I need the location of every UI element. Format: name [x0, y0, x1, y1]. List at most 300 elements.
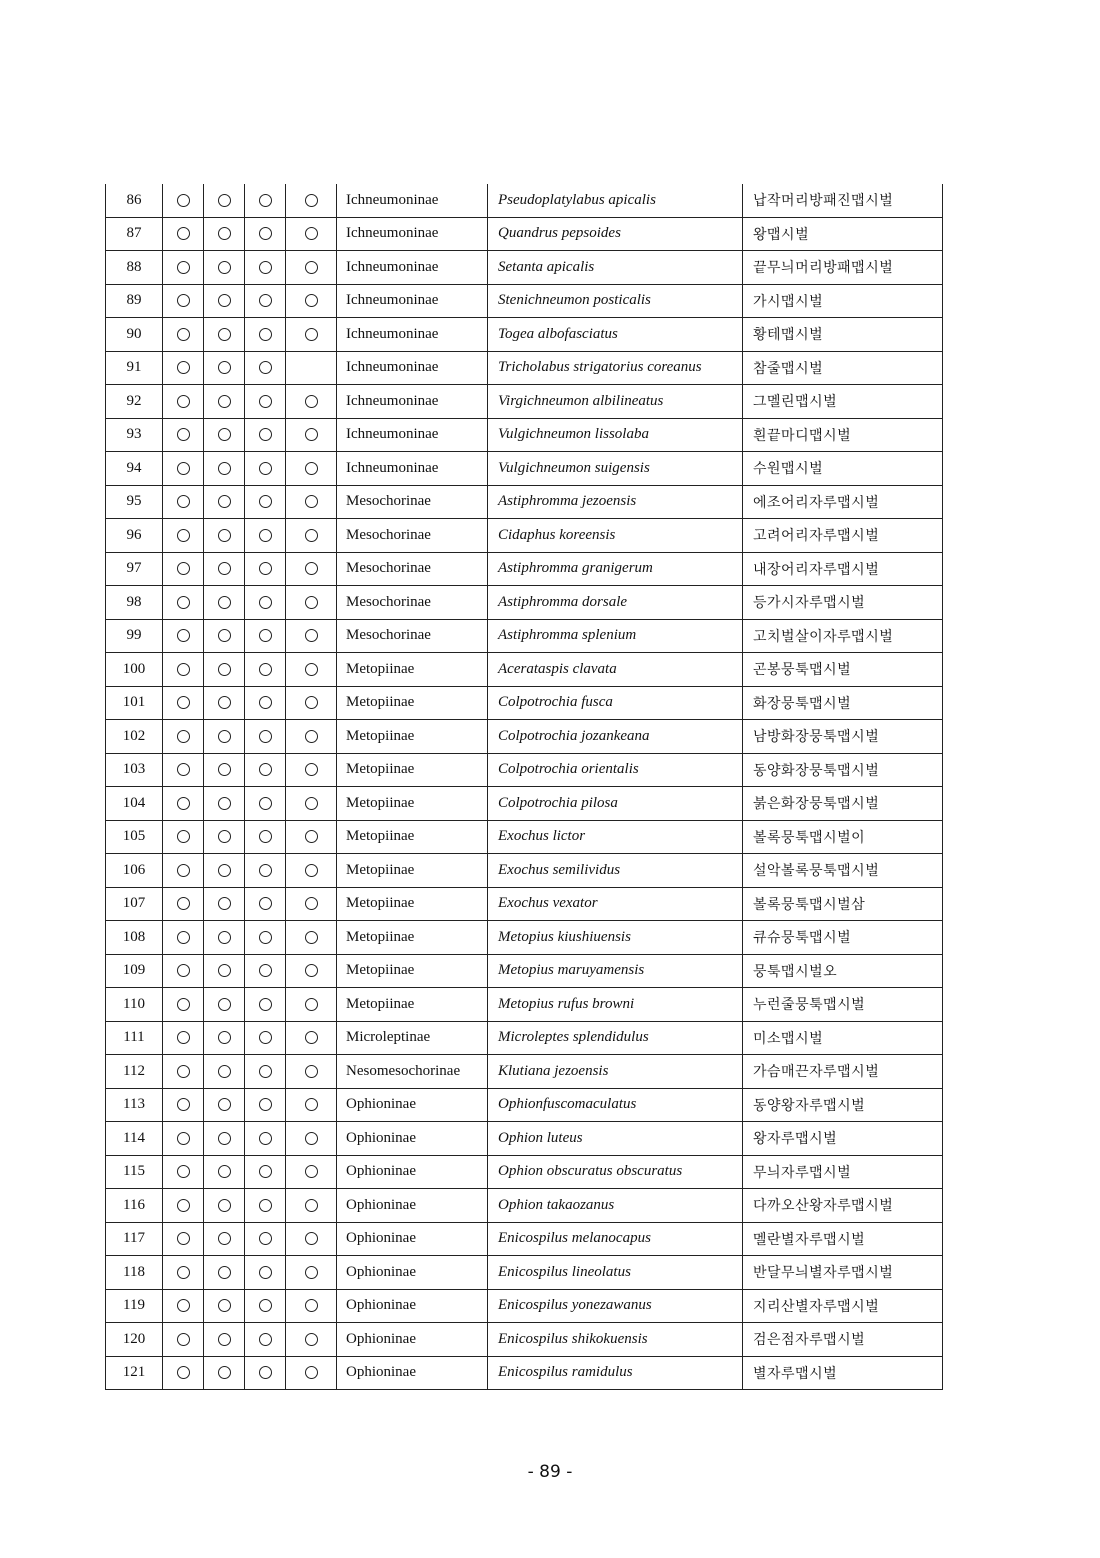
occurrence-cell-1 — [163, 519, 204, 553]
table-row — [106, 418, 943, 452]
circle-mark-icon — [305, 1065, 318, 1078]
occurrence-cell-4 — [286, 1155, 337, 1189]
occurrence-cell-3 — [245, 820, 286, 854]
occurrence-cell-2 — [204, 184, 245, 217]
occurrence-cell-1 — [163, 1256, 204, 1290]
circle-mark-icon — [218, 663, 231, 676]
circle-mark-icon — [177, 361, 190, 374]
subfamily-name: Ophioninae — [337, 1256, 488, 1290]
circle-mark-icon — [305, 1266, 318, 1279]
occurrence-cell-4 — [286, 921, 337, 955]
table-row — [106, 1356, 943, 1390]
occurrence-cell-4 — [286, 418, 337, 452]
occurrence-cell-1 — [163, 251, 204, 285]
occurrence-cell-2 — [204, 251, 245, 285]
circle-mark-icon — [305, 1165, 318, 1178]
row-number: 97 — [106, 552, 163, 586]
row-number: 95 — [106, 485, 163, 519]
circle-mark-icon — [305, 328, 318, 341]
korean-name: 별자루맵시벌 — [743, 1356, 943, 1390]
korean-name: 뭉툭맵시벌오 — [743, 954, 943, 988]
row-number: 102 — [106, 720, 163, 754]
circle-mark-icon — [177, 495, 190, 508]
circle-mark-icon — [177, 562, 190, 575]
occurrence-cell-1 — [163, 1155, 204, 1189]
circle-mark-icon — [177, 261, 190, 274]
korean-name: 지리산별자루맵시벌 — [743, 1289, 943, 1323]
subfamily-name: Metopiinae — [337, 720, 488, 754]
circle-mark-icon — [259, 328, 272, 341]
korean-name: 황테맵시벌 — [743, 318, 943, 352]
row-number: 117 — [106, 1222, 163, 1256]
row-number: 118 — [106, 1256, 163, 1290]
table-row — [106, 586, 943, 620]
scientific-name: Enicospilus lineolatus — [488, 1256, 743, 1290]
occurrence-cell-1 — [163, 485, 204, 519]
circle-mark-icon — [259, 797, 272, 810]
subfamily-name: Ophioninae — [337, 1323, 488, 1357]
occurrence-cell-4 — [286, 1222, 337, 1256]
circle-mark-icon — [218, 797, 231, 810]
occurrence-cell-3 — [245, 1088, 286, 1122]
subfamily-name: Metopiinae — [337, 854, 488, 888]
scientific-name: Ophion obscuratus obscuratus — [488, 1155, 743, 1189]
table-row — [106, 787, 943, 821]
row-number: 111 — [106, 1021, 163, 1055]
korean-name: 무늬자루맵시벌 — [743, 1155, 943, 1189]
korean-name: 동양화장뭉툭맵시벌 — [743, 753, 943, 787]
subfamily-name: Ichneumoninae — [337, 418, 488, 452]
circle-mark-icon — [305, 495, 318, 508]
occurrence-cell-3 — [245, 854, 286, 888]
korean-name: 에조어리자루맵시벌 — [743, 485, 943, 519]
subfamily-name: Mesochorinae — [337, 485, 488, 519]
korean-name: 다까오산왕자루맵시벌 — [743, 1189, 943, 1223]
page-number: - 89 - — [527, 1462, 573, 1482]
row-number: 109 — [106, 954, 163, 988]
subfamily-name: Ophioninae — [337, 1088, 488, 1122]
circle-mark-icon — [305, 730, 318, 743]
occurrence-cell-2 — [204, 418, 245, 452]
circle-mark-icon — [177, 294, 190, 307]
occurrence-cell-2 — [204, 720, 245, 754]
occurrence-cell-3 — [245, 552, 286, 586]
occurrence-cell-2 — [204, 854, 245, 888]
occurrence-cell-3 — [245, 1289, 286, 1323]
circle-mark-icon — [305, 696, 318, 709]
scientific-name: Acerataspis clavata — [488, 653, 743, 687]
occurrence-cell-3 — [245, 686, 286, 720]
occurrence-cell-1 — [163, 1021, 204, 1055]
subfamily-name: Ophioninae — [337, 1222, 488, 1256]
table-row — [106, 1021, 943, 1055]
occurrence-cell-4 — [286, 251, 337, 285]
circle-mark-icon — [259, 1366, 272, 1379]
circle-mark-icon — [218, 696, 231, 709]
table-row — [106, 887, 943, 921]
occurrence-cell-4 — [286, 988, 337, 1022]
scientific-name: Stenichneumon posticalis — [488, 284, 743, 318]
circle-mark-icon — [218, 830, 231, 843]
occurrence-cell-1 — [163, 385, 204, 419]
scientific-name: Astiphromma splenium — [488, 619, 743, 653]
table-row — [106, 619, 943, 653]
circle-mark-icon — [177, 864, 190, 877]
row-number: 92 — [106, 385, 163, 419]
occurrence-cell-2 — [204, 586, 245, 620]
occurrence-cell-1 — [163, 653, 204, 687]
circle-mark-icon — [218, 529, 231, 542]
row-number: 115 — [106, 1155, 163, 1189]
circle-mark-icon — [259, 964, 272, 977]
occurrence-cell-4 — [286, 184, 337, 217]
table-row — [106, 351, 943, 385]
occurrence-cell-1 — [163, 452, 204, 486]
occurrence-cell-1 — [163, 720, 204, 754]
korean-name: 납작머리방패진맵시벌 — [743, 184, 943, 217]
occurrence-cell-3 — [245, 787, 286, 821]
occurrence-cell-1 — [163, 753, 204, 787]
circle-mark-icon — [259, 629, 272, 642]
circle-mark-icon — [305, 629, 318, 642]
occurrence-cell-2 — [204, 1155, 245, 1189]
circle-mark-icon — [305, 1199, 318, 1212]
occurrence-cell-1 — [163, 552, 204, 586]
circle-mark-icon — [218, 1232, 231, 1245]
scientific-name: Enicospilus ramidulus — [488, 1356, 743, 1390]
occurrence-cell-1 — [163, 284, 204, 318]
circle-mark-icon — [177, 194, 190, 207]
occurrence-cell-2 — [204, 1021, 245, 1055]
scientific-name: Astiphromma granigerum — [488, 552, 743, 586]
occurrence-cell-1 — [163, 921, 204, 955]
circle-mark-icon — [218, 1199, 231, 1212]
circle-mark-icon — [259, 1165, 272, 1178]
circle-mark-icon — [177, 227, 190, 240]
table-row — [106, 1323, 943, 1357]
circle-mark-icon — [218, 964, 231, 977]
row-number: 90 — [106, 318, 163, 352]
circle-mark-icon — [259, 261, 272, 274]
row-number: 91 — [106, 351, 163, 385]
circle-mark-icon — [177, 328, 190, 341]
scientific-name: Colpotrochia jozankeana — [488, 720, 743, 754]
table-row — [106, 452, 943, 486]
scientific-name: Togea albofasciatus — [488, 318, 743, 352]
occurrence-cell-4 — [286, 887, 337, 921]
circle-mark-icon — [305, 1333, 318, 1346]
circle-mark-icon — [305, 428, 318, 441]
table-row — [106, 988, 943, 1022]
circle-mark-icon — [259, 830, 272, 843]
circle-mark-icon — [218, 1098, 231, 1111]
scientific-name: Exochus lictor — [488, 820, 743, 854]
occurrence-cell-4 — [286, 351, 337, 385]
circle-mark-icon — [177, 964, 190, 977]
occurrence-cell-3 — [245, 1256, 286, 1290]
scientific-name: Vulgichneumon lissolaba — [488, 418, 743, 452]
circle-mark-icon — [259, 730, 272, 743]
korean-name: 가슴매끈자루맵시벌 — [743, 1055, 943, 1089]
occurrence-cell-2 — [204, 318, 245, 352]
occurrence-cell-2 — [204, 1055, 245, 1089]
row-number: 89 — [106, 284, 163, 318]
occurrence-cell-3 — [245, 586, 286, 620]
subfamily-name: Metopiinae — [337, 686, 488, 720]
table-row — [106, 1189, 943, 1223]
circle-mark-icon — [259, 395, 272, 408]
table-row — [106, 385, 943, 419]
row-number: 99 — [106, 619, 163, 653]
circle-mark-icon — [305, 1031, 318, 1044]
subfamily-name: Ophioninae — [337, 1356, 488, 1390]
circle-mark-icon — [177, 1031, 190, 1044]
circle-mark-icon — [259, 562, 272, 575]
occurrence-cell-3 — [245, 988, 286, 1022]
scientific-name: Astiphromma dorsale — [488, 586, 743, 620]
occurrence-cell-3 — [245, 452, 286, 486]
korean-name: 내장어리자루맵시벌 — [743, 552, 943, 586]
circle-mark-icon — [305, 763, 318, 776]
scientific-name: Tricholabus strigatorius coreanus — [488, 351, 743, 385]
scientific-name: Ophionfuscomaculatus — [488, 1088, 743, 1122]
occurrence-cell-2 — [204, 988, 245, 1022]
korean-name: 화장뭉툭맵시벌 — [743, 686, 943, 720]
korean-name: 반달무늬별자루맵시벌 — [743, 1256, 943, 1290]
circle-mark-icon — [177, 1366, 190, 1379]
subfamily-name: Microleptinae — [337, 1021, 488, 1055]
table-row — [106, 921, 943, 955]
subfamily-name: Metopiinae — [337, 921, 488, 955]
scientific-name: Colpotrochia orientalis — [488, 753, 743, 787]
occurrence-cell-2 — [204, 1323, 245, 1357]
circle-mark-icon — [305, 931, 318, 944]
occurrence-cell-4 — [286, 1356, 337, 1390]
occurrence-cell-3 — [245, 251, 286, 285]
circle-mark-icon — [305, 1132, 318, 1145]
korean-name: 동양왕자루맵시벌 — [743, 1088, 943, 1122]
table-row — [106, 1256, 943, 1290]
occurrence-cell-3 — [245, 1323, 286, 1357]
korean-name: 가시맵시벌 — [743, 284, 943, 318]
subfamily-name: Metopiinae — [337, 820, 488, 854]
row-number: 93 — [106, 418, 163, 452]
scientific-name: Colpotrochia fusca — [488, 686, 743, 720]
row-number: 105 — [106, 820, 163, 854]
row-number: 107 — [106, 887, 163, 921]
circle-mark-icon — [218, 227, 231, 240]
row-number: 121 — [106, 1356, 163, 1390]
row-number: 103 — [106, 753, 163, 787]
circle-mark-icon — [259, 1065, 272, 1078]
scientific-name: Ophion takaozanus — [488, 1189, 743, 1223]
circle-mark-icon — [305, 864, 318, 877]
occurrence-cell-3 — [245, 653, 286, 687]
table-row — [106, 720, 943, 754]
circle-mark-icon — [177, 797, 190, 810]
circle-mark-icon — [305, 998, 318, 1011]
circle-mark-icon — [177, 830, 190, 843]
korean-name: 끝무늬머리방패맵시벌 — [743, 251, 943, 285]
occurrence-cell-1 — [163, 820, 204, 854]
occurrence-cell-1 — [163, 887, 204, 921]
circle-mark-icon — [259, 1232, 272, 1245]
subfamily-name: Ophioninae — [337, 1122, 488, 1156]
circle-mark-icon — [177, 529, 190, 542]
subfamily-name: Ichneumoninae — [337, 452, 488, 486]
row-number: 96 — [106, 519, 163, 553]
circle-mark-icon — [259, 663, 272, 676]
table-row — [106, 485, 943, 519]
row-number: 113 — [106, 1088, 163, 1122]
subfamily-name: Mesochorinae — [337, 519, 488, 553]
circle-mark-icon — [259, 462, 272, 475]
circle-mark-icon — [218, 864, 231, 877]
circle-mark-icon — [305, 227, 318, 240]
table-row — [106, 1088, 943, 1122]
subfamily-name: Metopiinae — [337, 887, 488, 921]
occurrence-cell-4 — [286, 485, 337, 519]
occurrence-cell-2 — [204, 1356, 245, 1390]
subfamily-name: Mesochorinae — [337, 586, 488, 620]
occurrence-cell-3 — [245, 1122, 286, 1156]
korean-name: 누런줄뭉툭맵시벌 — [743, 988, 943, 1022]
table-row — [106, 820, 943, 854]
subfamily-name: Metopiinae — [337, 753, 488, 787]
occurrence-cell-1 — [163, 184, 204, 217]
scientific-name: Enicospilus melanocapus — [488, 1222, 743, 1256]
row-number: 116 — [106, 1189, 163, 1223]
circle-mark-icon — [177, 730, 190, 743]
occurrence-cell-4 — [286, 1289, 337, 1323]
occurrence-cell-1 — [163, 787, 204, 821]
occurrence-cell-3 — [245, 184, 286, 217]
circle-mark-icon — [218, 462, 231, 475]
occurrence-cell-4 — [286, 284, 337, 318]
occurrence-cell-1 — [163, 351, 204, 385]
circle-mark-icon — [218, 1333, 231, 1346]
circle-mark-icon — [305, 830, 318, 843]
occurrence-cell-4 — [286, 1122, 337, 1156]
occurrence-cell-3 — [245, 385, 286, 419]
occurrence-cell-1 — [163, 1055, 204, 1089]
scientific-name: Klutiana jezoensis — [488, 1055, 743, 1089]
table-row — [106, 318, 943, 352]
subfamily-name: Ophioninae — [337, 1289, 488, 1323]
circle-mark-icon — [305, 529, 318, 542]
occurrence-cell-1 — [163, 954, 204, 988]
occurrence-cell-2 — [204, 452, 245, 486]
table-row — [106, 753, 943, 787]
circle-mark-icon — [218, 1031, 231, 1044]
circle-mark-icon — [177, 596, 190, 609]
occurrence-cell-4 — [286, 586, 337, 620]
occurrence-cell-2 — [204, 1289, 245, 1323]
occurrence-cell-3 — [245, 619, 286, 653]
occurrence-cell-2 — [204, 351, 245, 385]
circle-mark-icon — [177, 931, 190, 944]
occurrence-cell-4 — [286, 686, 337, 720]
circle-mark-icon — [218, 897, 231, 910]
table-row — [106, 686, 943, 720]
circle-mark-icon — [259, 864, 272, 877]
occurrence-cell-4 — [286, 720, 337, 754]
occurrence-cell-4 — [286, 753, 337, 787]
table-row — [106, 1155, 943, 1189]
occurrence-cell-3 — [245, 887, 286, 921]
circle-mark-icon — [259, 763, 272, 776]
subfamily-name: Ichneumoninae — [337, 217, 488, 251]
occurrence-cell-4 — [286, 653, 337, 687]
occurrence-cell-3 — [245, 720, 286, 754]
occurrence-cell-3 — [245, 954, 286, 988]
korean-name: 고치벌살이자루맵시벌 — [743, 619, 943, 653]
occurrence-cell-4 — [286, 1323, 337, 1357]
scientific-name: Setanta apicalis — [488, 251, 743, 285]
row-number: 87 — [106, 217, 163, 251]
occurrence-cell-4 — [286, 318, 337, 352]
korean-name: 설악볼록뭉툭맵시벌 — [743, 854, 943, 888]
circle-mark-icon — [259, 596, 272, 609]
korean-name: 큐슈뭉툭맵시벌 — [743, 921, 943, 955]
table-body — [106, 184, 943, 1390]
occurrence-cell-1 — [163, 1289, 204, 1323]
occurrence-cell-2 — [204, 887, 245, 921]
circle-mark-icon — [305, 261, 318, 274]
circle-mark-icon — [259, 495, 272, 508]
row-number: 120 — [106, 1323, 163, 1357]
circle-mark-icon — [218, 395, 231, 408]
occurrence-cell-4 — [286, 854, 337, 888]
scientific-name: Pseudoplatylabus apicalis — [488, 184, 743, 217]
table-row — [106, 1055, 943, 1089]
circle-mark-icon — [259, 294, 272, 307]
occurrence-cell-4 — [286, 217, 337, 251]
row-number: 94 — [106, 452, 163, 486]
circle-mark-icon — [218, 1366, 231, 1379]
korean-name: 볼록뭉툭맵시벌이 — [743, 820, 943, 854]
occurrence-cell-3 — [245, 519, 286, 553]
korean-name: 수원맵시벌 — [743, 452, 943, 486]
row-number: 119 — [106, 1289, 163, 1323]
scientific-name: Colpotrochia pilosa — [488, 787, 743, 821]
occurrence-cell-3 — [245, 217, 286, 251]
circle-mark-icon — [177, 1098, 190, 1111]
circle-mark-icon — [177, 763, 190, 776]
circle-mark-icon — [177, 428, 190, 441]
subfamily-name: Ichneumoninae — [337, 351, 488, 385]
circle-mark-icon — [177, 663, 190, 676]
row-number: 86 — [106, 184, 163, 217]
table-row — [106, 1289, 943, 1323]
circle-mark-icon — [259, 1132, 272, 1145]
occurrence-cell-2 — [204, 820, 245, 854]
circle-mark-icon — [259, 1098, 272, 1111]
occurrence-cell-4 — [286, 1189, 337, 1223]
circle-mark-icon — [305, 395, 318, 408]
scientific-name: Metopius maruyamensis — [488, 954, 743, 988]
occurrence-cell-1 — [163, 988, 204, 1022]
occurrence-cell-2 — [204, 485, 245, 519]
occurrence-cell-1 — [163, 418, 204, 452]
occurrence-cell-4 — [286, 452, 337, 486]
subfamily-name: Ichneumoninae — [337, 251, 488, 285]
circle-mark-icon — [218, 361, 231, 374]
circle-mark-icon — [259, 1333, 272, 1346]
circle-mark-icon — [305, 294, 318, 307]
table-row — [106, 552, 943, 586]
table-row — [106, 217, 943, 251]
